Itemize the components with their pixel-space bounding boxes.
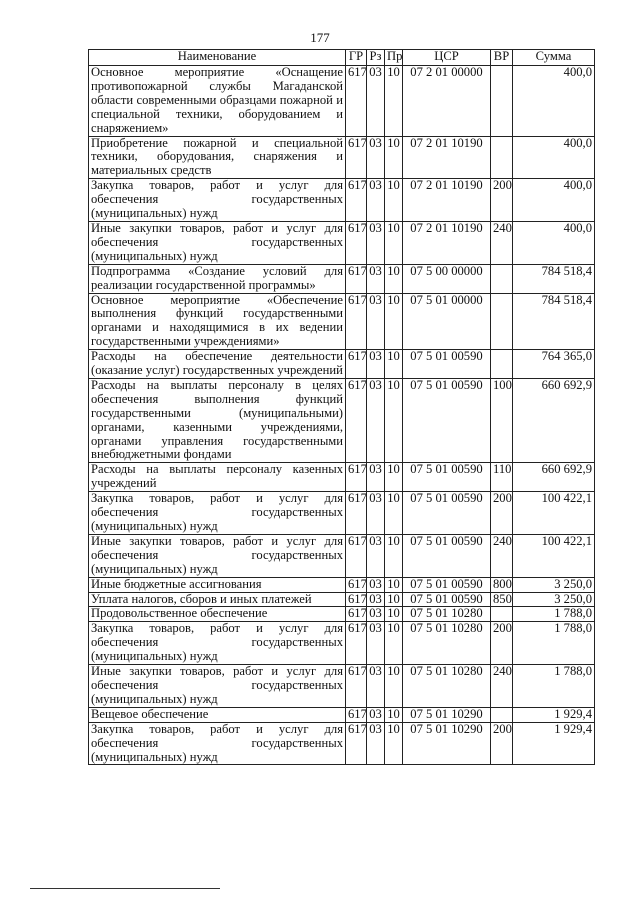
row-rz: 03	[367, 66, 385, 137]
row-rz: 03	[367, 534, 385, 577]
row-rz: 03	[367, 463, 385, 492]
row-gr: 617	[346, 179, 367, 222]
row-sum: 784 518,4	[513, 264, 595, 293]
row-name: Закупка товаров, работ и услуг для обеспечения государственных (муниципальных) нужд	[89, 722, 346, 765]
header-gr: ГР	[346, 50, 367, 66]
row-csr: 07 5 01 10280	[403, 607, 491, 622]
row-pr: 10	[385, 534, 403, 577]
row-csr: 07 5 00 00000	[403, 264, 491, 293]
row-sum: 784 518,4	[513, 293, 595, 350]
row-name: Расходы на выплаты персоналу казенных учреждений	[89, 463, 346, 492]
row-name: Расходы на выплаты персоналу в целях обеспечения выполнения функций государственными (муниципальными) органами, казенными учреждениями, органами управления государственными внебюджетными фондами	[89, 378, 346, 462]
table-row	[89, 534, 595, 577]
row-rz: 03	[367, 622, 385, 665]
row-vr: 200	[491, 179, 513, 222]
row-csr: 07 5 01 00590	[403, 577, 491, 592]
row-sum: 400,0	[513, 221, 595, 264]
row-csr: 07 5 01 10280	[403, 622, 491, 665]
row-rz: 03	[367, 492, 385, 535]
row-csr: 07 5 01 00590	[403, 378, 491, 462]
row-name: Закупка товаров, работ и услуг для обеспечения государственных (муниципальных) нужд	[89, 492, 346, 535]
row-gr: 617	[346, 592, 367, 607]
row-name: Вещевое обеспечение	[89, 707, 346, 722]
row-rz: 03	[367, 707, 385, 722]
row-csr: 07 5 01 00590	[403, 492, 491, 535]
row-rz: 03	[367, 378, 385, 462]
row-gr: 617	[346, 136, 367, 179]
row-rz: 03	[367, 136, 385, 179]
row-vr: 850	[491, 592, 513, 607]
row-name: Закупка товаров, работ и услуг для обеспечения государственных (муниципальных) нужд	[89, 622, 346, 665]
row-gr: 617	[346, 264, 367, 293]
row-sum: 660 692,9	[513, 463, 595, 492]
row-vr	[491, 136, 513, 179]
row-vr: 200	[491, 492, 513, 535]
header-rz: Рз	[367, 50, 385, 66]
row-name: Иные закупки товаров, работ и услуг для обеспечения государственных (муниципальных) нужд	[89, 665, 346, 708]
row-csr: 07 5 01 00590	[403, 463, 491, 492]
table-row	[89, 221, 595, 264]
row-rz: 03	[367, 577, 385, 592]
row-pr: 10	[385, 577, 403, 592]
row-csr: 07 5 01 00590	[403, 350, 491, 379]
row-rz: 03	[367, 264, 385, 293]
row-vr: 200	[491, 622, 513, 665]
table-row	[89, 707, 595, 722]
row-gr: 617	[346, 378, 367, 462]
row-csr: 07 2 01 10190	[403, 179, 491, 222]
row-pr: 10	[385, 293, 403, 350]
row-csr: 07 5 01 10290	[403, 707, 491, 722]
row-vr	[491, 66, 513, 137]
header-pr: Пр	[385, 50, 403, 66]
row-sum: 400,0	[513, 136, 595, 179]
table-row	[89, 492, 595, 535]
row-pr: 10	[385, 607, 403, 622]
row-gr: 617	[346, 665, 367, 708]
row-name: Основное мероприятие «Обеспечение выполнения функций государственными органами и находящимися в их ведении государственными учреждениями»	[89, 293, 346, 350]
row-rz: 03	[367, 665, 385, 708]
row-pr: 10	[385, 722, 403, 765]
row-sum: 100 422,1	[513, 492, 595, 535]
table-row	[89, 665, 595, 708]
row-pr: 10	[385, 492, 403, 535]
row-sum: 1 788,0	[513, 622, 595, 665]
row-csr: 07 2 01 00000	[403, 66, 491, 137]
header-vr: ВР	[491, 50, 513, 66]
row-pr: 10	[385, 66, 403, 137]
row-name: Иные бюджетные ассигнования	[89, 577, 346, 592]
row-csr: 07 5 01 00590	[403, 534, 491, 577]
row-pr: 10	[385, 179, 403, 222]
row-name: Продовольственное обеспечение	[89, 607, 346, 622]
header-name: Наименование	[89, 50, 346, 66]
table-row	[89, 264, 595, 293]
row-rz: 03	[367, 722, 385, 765]
row-csr: 07 2 01 10190	[403, 136, 491, 179]
table-header	[89, 50, 595, 66]
row-csr: 07 2 01 10190	[403, 221, 491, 264]
row-vr: 110	[491, 463, 513, 492]
table-row	[89, 179, 595, 222]
table-row	[89, 622, 595, 665]
row-vr	[491, 607, 513, 622]
row-pr: 10	[385, 622, 403, 665]
table-row	[89, 722, 595, 765]
header-csr: ЦСР	[403, 50, 491, 66]
row-vr: 240	[491, 221, 513, 264]
table-row	[89, 293, 595, 350]
table-row	[89, 136, 595, 179]
row-gr: 617	[346, 534, 367, 577]
row-pr: 10	[385, 665, 403, 708]
row-gr: 617	[346, 577, 367, 592]
row-pr: 10	[385, 707, 403, 722]
row-rz: 03	[367, 293, 385, 350]
table-row	[89, 607, 595, 622]
row-sum: 3 250,0	[513, 592, 595, 607]
row-vr: 200	[491, 722, 513, 765]
row-name: Иные закупки товаров, работ и услуг для обеспечения государственных (муниципальных) нужд	[89, 221, 346, 264]
row-csr: 07 5 01 00000	[403, 293, 491, 350]
row-pr: 10	[385, 592, 403, 607]
row-vr	[491, 293, 513, 350]
table-row	[89, 592, 595, 607]
page-number: 177	[310, 30, 330, 45]
row-name: Подпрограмма «Создание условий для реализации государственной программы»	[89, 264, 346, 293]
table-row	[89, 350, 595, 379]
row-vr: 100	[491, 378, 513, 462]
row-csr: 07 5 01 10280	[403, 665, 491, 708]
row-gr: 617	[346, 221, 367, 264]
row-gr: 617	[346, 707, 367, 722]
row-sum: 1 929,4	[513, 707, 595, 722]
row-sum: 400,0	[513, 66, 595, 137]
table-body	[89, 66, 595, 765]
row-sum: 660 692,9	[513, 378, 595, 462]
row-vr: 800	[491, 577, 513, 592]
row-sum: 1 788,0	[513, 607, 595, 622]
row-pr: 10	[385, 221, 403, 264]
table-row	[89, 66, 595, 137]
row-name: Основное мероприятие «Оснащение противопожарной службы Магаданской области современными образцами пожарной и специальной техники, оборудованием и снаряжением»	[89, 66, 346, 137]
header-row	[89, 50, 595, 66]
row-csr: 07 5 01 00590	[403, 592, 491, 607]
row-gr: 617	[346, 350, 367, 379]
table-row	[89, 378, 595, 462]
row-pr: 10	[385, 350, 403, 379]
row-gr: 617	[346, 463, 367, 492]
row-sum: 1 788,0	[513, 665, 595, 708]
row-vr	[491, 350, 513, 379]
row-vr	[491, 264, 513, 293]
row-rz: 03	[367, 607, 385, 622]
row-gr: 617	[346, 492, 367, 535]
row-gr: 617	[346, 722, 367, 765]
row-rz: 03	[367, 179, 385, 222]
row-pr: 10	[385, 136, 403, 179]
row-name: Иные закупки товаров, работ и услуг для обеспечения государственных (муниципальных) нужд	[89, 534, 346, 577]
row-vr	[491, 707, 513, 722]
row-rz: 03	[367, 221, 385, 264]
row-pr: 10	[385, 378, 403, 462]
row-sum: 3 250,0	[513, 577, 595, 592]
row-vr: 240	[491, 534, 513, 577]
row-name: Расходы на обеспечение деятельности (оказание услуг) государственных учреждений	[89, 350, 346, 379]
row-name: Уплата налогов, сборов и иных платежей	[89, 592, 346, 607]
row-gr: 617	[346, 293, 367, 350]
row-name: Приобретение пожарной и специальной техники, оборудования, снаряжения и материальных средств	[89, 136, 346, 179]
row-sum: 400,0	[513, 179, 595, 222]
budget-table	[88, 49, 595, 765]
footer-divider	[30, 888, 220, 889]
row-sum: 764 365,0	[513, 350, 595, 379]
row-vr: 240	[491, 665, 513, 708]
table-row	[89, 463, 595, 492]
row-gr: 617	[346, 622, 367, 665]
row-pr: 10	[385, 463, 403, 492]
row-rz: 03	[367, 350, 385, 379]
row-sum: 100 422,1	[513, 534, 595, 577]
row-gr: 617	[346, 66, 367, 137]
row-pr: 10	[385, 264, 403, 293]
row-name: Закупка товаров, работ и услуг для обеспечения государственных (муниципальных) нужд	[89, 179, 346, 222]
row-gr: 617	[346, 607, 367, 622]
row-rz: 03	[367, 592, 385, 607]
row-sum: 1 929,4	[513, 722, 595, 765]
row-csr: 07 5 01 10290	[403, 722, 491, 765]
table-row	[89, 577, 595, 592]
header-sum: Сумма	[513, 50, 595, 66]
